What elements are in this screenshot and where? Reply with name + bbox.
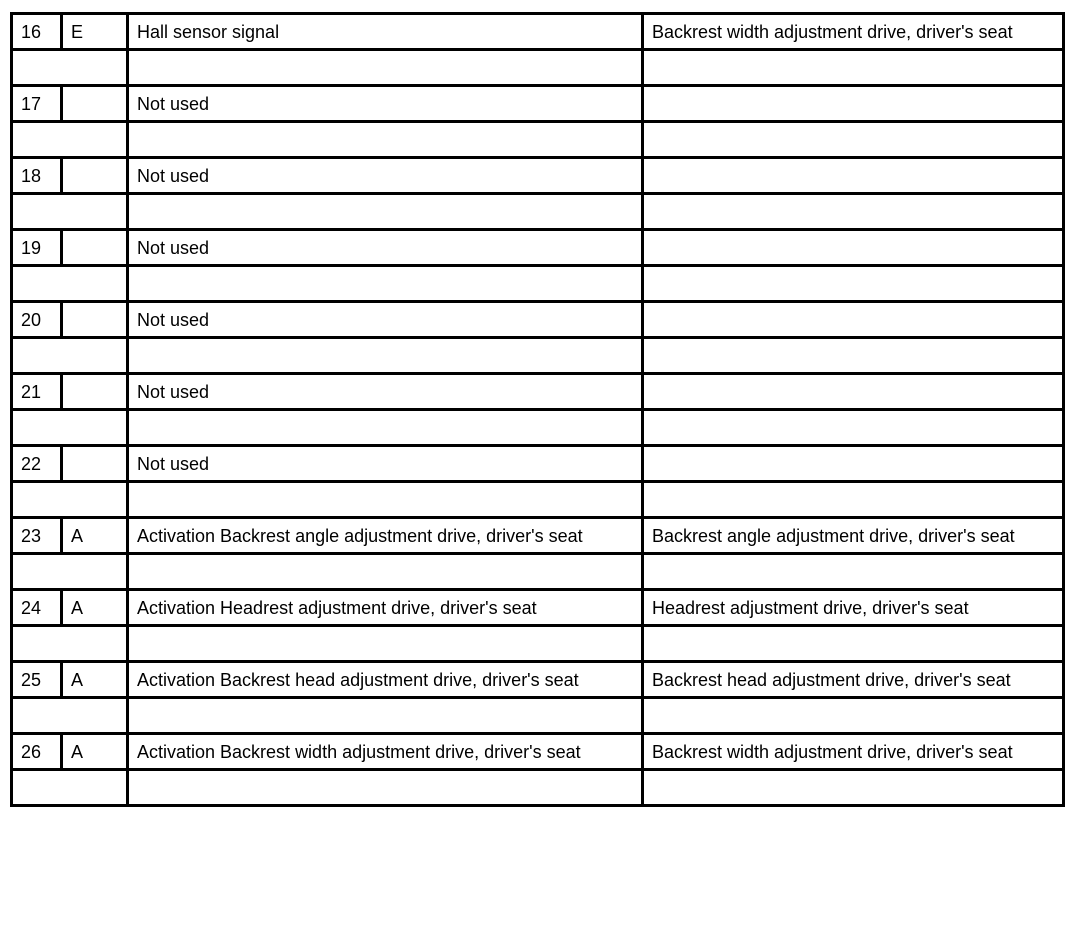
pin-number-cell: 19 [12, 230, 62, 266]
spacer-cell [643, 698, 1064, 734]
pin-table-body [12, 14, 1064, 806]
table-row [12, 734, 1064, 770]
spacer-row [12, 194, 1064, 230]
pin-assignment-table [10, 12, 1065, 807]
spacer-cell [12, 338, 128, 374]
spacer-cell [128, 770, 643, 806]
signal-type-cell: A [62, 518, 128, 554]
spacer-cell [128, 194, 643, 230]
spacer-cell [12, 482, 128, 518]
spacer-cell [12, 626, 128, 662]
component-cell [643, 302, 1064, 338]
pin-number-cell: 23 [12, 518, 62, 554]
signal-type-cell: A [62, 734, 128, 770]
spacer-cell [643, 482, 1064, 518]
signal-type-cell [62, 446, 128, 482]
description-cell: Not used [128, 374, 643, 410]
signal-type-cell [62, 86, 128, 122]
spacer-cell [12, 50, 128, 86]
pin-number-cell: 26 [12, 734, 62, 770]
spacer-row [12, 410, 1064, 446]
description-cell: Not used [128, 86, 643, 122]
table-row [12, 14, 1064, 50]
pin-number-cell: 17 [12, 86, 62, 122]
spacer-row [12, 338, 1064, 374]
spacer-cell [128, 698, 643, 734]
component-cell [643, 158, 1064, 194]
spacer-row [12, 554, 1064, 590]
component-cell: Headrest adjustment drive, driver's seat [643, 590, 1064, 626]
signal-type-cell [62, 302, 128, 338]
spacer-row [12, 482, 1064, 518]
spacer-cell [643, 122, 1064, 158]
spacer-cell [128, 50, 643, 86]
table-row [12, 446, 1064, 482]
component-cell [643, 374, 1064, 410]
spacer-cell [12, 122, 128, 158]
pin-number-cell: 22 [12, 446, 62, 482]
signal-type-cell: A [62, 662, 128, 698]
spacer-cell [643, 194, 1064, 230]
spacer-cell [12, 194, 128, 230]
spacer-cell [128, 554, 643, 590]
spacer-row [12, 698, 1064, 734]
pin-number-cell: 25 [12, 662, 62, 698]
spacer-cell [128, 626, 643, 662]
component-cell: Backrest angle adjustment drive, driver's seat [643, 518, 1064, 554]
spacer-cell [12, 770, 128, 806]
description-cell: Not used [128, 158, 643, 194]
spacer-cell [643, 266, 1064, 302]
spacer-row [12, 266, 1064, 302]
spacer-row [12, 122, 1064, 158]
spacer-row [12, 50, 1064, 86]
table-row [12, 518, 1064, 554]
pin-number-cell: 18 [12, 158, 62, 194]
table-row [12, 302, 1064, 338]
spacer-cell [12, 554, 128, 590]
pin-number-cell: 24 [12, 590, 62, 626]
description-cell: Activation Headrest adjustment drive, driver's seat [128, 590, 643, 626]
description-cell: Activation Backrest head adjustment drive, driver's seat [128, 662, 643, 698]
spacer-row [12, 770, 1064, 806]
spacer-cell [128, 338, 643, 374]
signal-type-cell [62, 158, 128, 194]
spacer-cell [643, 410, 1064, 446]
table-row [12, 158, 1064, 194]
spacer-cell [12, 698, 128, 734]
description-cell: Hall sensor signal [128, 14, 643, 50]
spacer-cell [128, 122, 643, 158]
spacer-cell [643, 554, 1064, 590]
component-cell: Backrest width adjustment drive, driver's seat [643, 734, 1064, 770]
signal-type-cell [62, 374, 128, 410]
spacer-cell [128, 266, 643, 302]
table-row [12, 374, 1064, 410]
table-row [12, 662, 1064, 698]
description-cell: Not used [128, 230, 643, 266]
spacer-cell [643, 338, 1064, 374]
spacer-cell [643, 50, 1064, 86]
component-cell: Backrest width adjustment drive, driver's seat [643, 14, 1064, 50]
component-cell [643, 230, 1064, 266]
spacer-cell [128, 410, 643, 446]
description-cell: Not used [128, 302, 643, 338]
table-row [12, 86, 1064, 122]
spacer-cell [12, 410, 128, 446]
component-cell [643, 86, 1064, 122]
description-cell: Not used [128, 446, 643, 482]
spacer-cell [643, 770, 1064, 806]
pin-number-cell: 20 [12, 302, 62, 338]
pin-number-cell: 21 [12, 374, 62, 410]
signal-type-cell: A [62, 590, 128, 626]
table-row [12, 590, 1064, 626]
description-cell: Activation Backrest width adjustment drive, driver's seat [128, 734, 643, 770]
spacer-cell [128, 482, 643, 518]
spacer-cell [12, 266, 128, 302]
table-row [12, 230, 1064, 266]
spacer-row [12, 626, 1064, 662]
description-cell: Activation Backrest angle adjustment drive, driver's seat [128, 518, 643, 554]
signal-type-cell [62, 230, 128, 266]
pin-number-cell: 16 [12, 14, 62, 50]
spacer-cell [643, 626, 1064, 662]
signal-type-cell: E [62, 14, 128, 50]
component-cell [643, 446, 1064, 482]
component-cell: Backrest head adjustment drive, driver's seat [643, 662, 1064, 698]
